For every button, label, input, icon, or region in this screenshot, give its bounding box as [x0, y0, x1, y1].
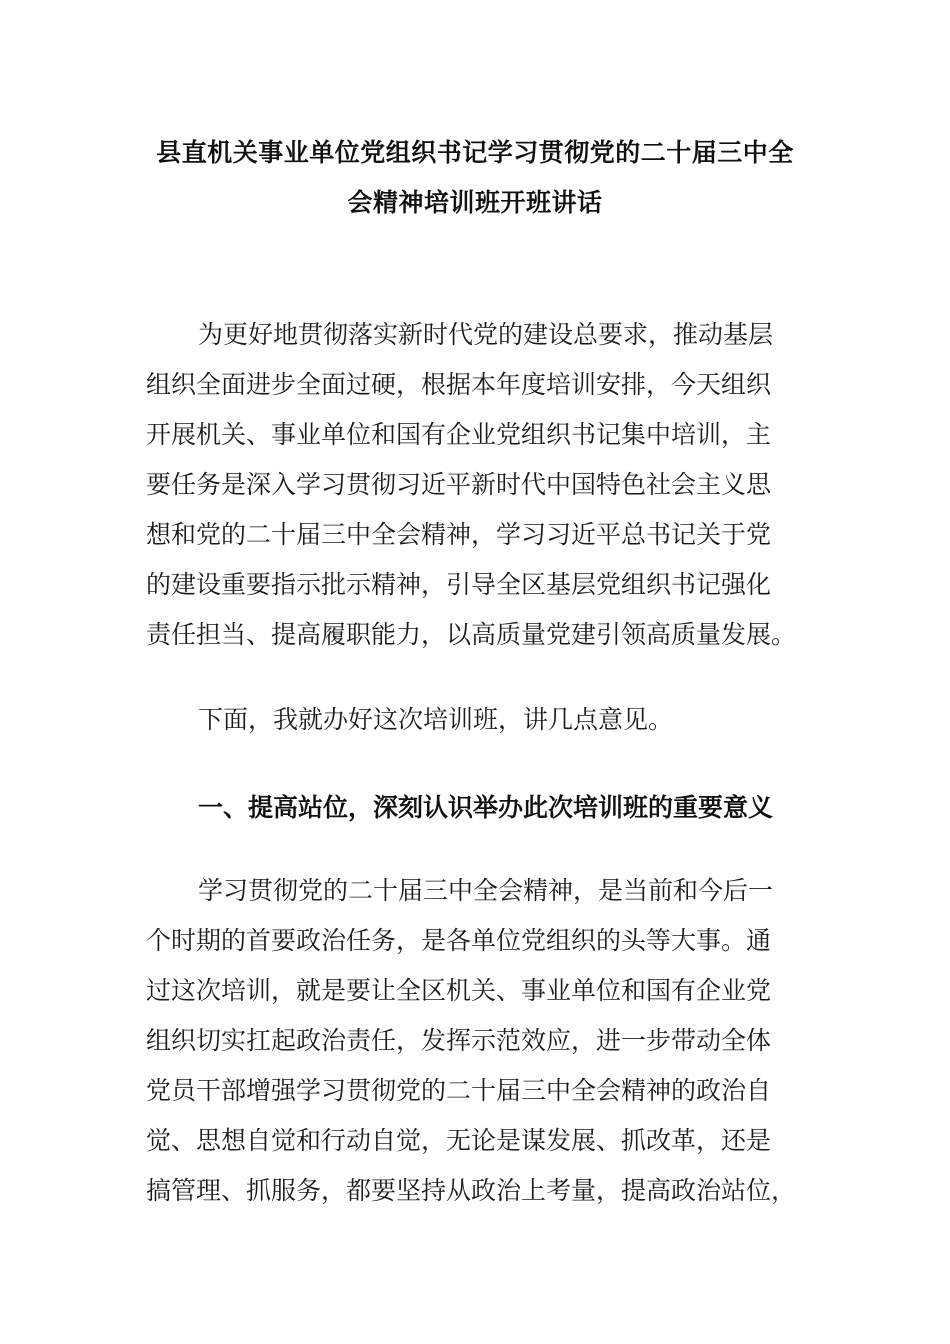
- section-heading-1: 一、提高站位，深刻认识举办此次培训班的重要意义: [198, 793, 774, 822]
- document-title: [120, 128, 830, 228]
- paragraph-line: 下面，我就办好这次培训班，讲几点意见。: [198, 705, 674, 734]
- paragraph-line: 为更好地贯彻落实新时代党的建设总要求，推动基层: [198, 320, 774, 349]
- paragraph-line: 党员干部增强学习贯彻党的二十届三中全会精神的政治自: [146, 1076, 772, 1105]
- paragraph-line: 的建设重要指示批示精神，引导全区基层党组织书记强化: [146, 570, 772, 599]
- paragraph-line: 个时期的首要政治任务，是各单位党组织的头等大事。通: [146, 926, 772, 955]
- paragraph-line: 觉、思想自觉和行动自觉，无论是谋发展、抓改革，还是: [146, 1126, 772, 1155]
- paragraph-line: 责任担当、提高履职能力，以高质量党建引领高质量发展。: [146, 620, 797, 649]
- title-line-1: 县直机关事业单位党组织书记学习贯彻党的二十届三中全: [156, 138, 794, 167]
- paragraph-section-1: [146, 866, 806, 1216]
- paragraph-line: 组织切实扛起政治责任，发挥示范效应，进一步带动全体: [146, 1026, 772, 1055]
- paragraph-line: 想和党的二十届三中全会精神，学习习近平总书记关于党: [146, 520, 772, 549]
- title-line-2: 会精神培训班开班讲话: [347, 188, 603, 217]
- paragraph-line: 学习贯彻党的二十届三中全会精神，是当前和今后一: [198, 876, 774, 905]
- paragraph-line: 要任务是深入学习贯彻习近平新时代中国特色社会主义思: [146, 470, 772, 499]
- paragraph-intro: [146, 310, 806, 660]
- paragraph-line: 组织全面进步全面过硬，根据本年度培训安排，今天组织: [146, 370, 772, 399]
- paragraph-line: 开展机关、事业单位和国有企业党组织书记集中培训，主: [146, 420, 772, 449]
- paragraph-line: 过这次培训，就是要让全区机关、事业单位和国有企业党: [146, 976, 772, 1005]
- paragraph-line: 搞管理、抓服务，都要坚持从政治上考量，提高政治站位，: [146, 1176, 797, 1205]
- paragraph-transition: [146, 695, 806, 745]
